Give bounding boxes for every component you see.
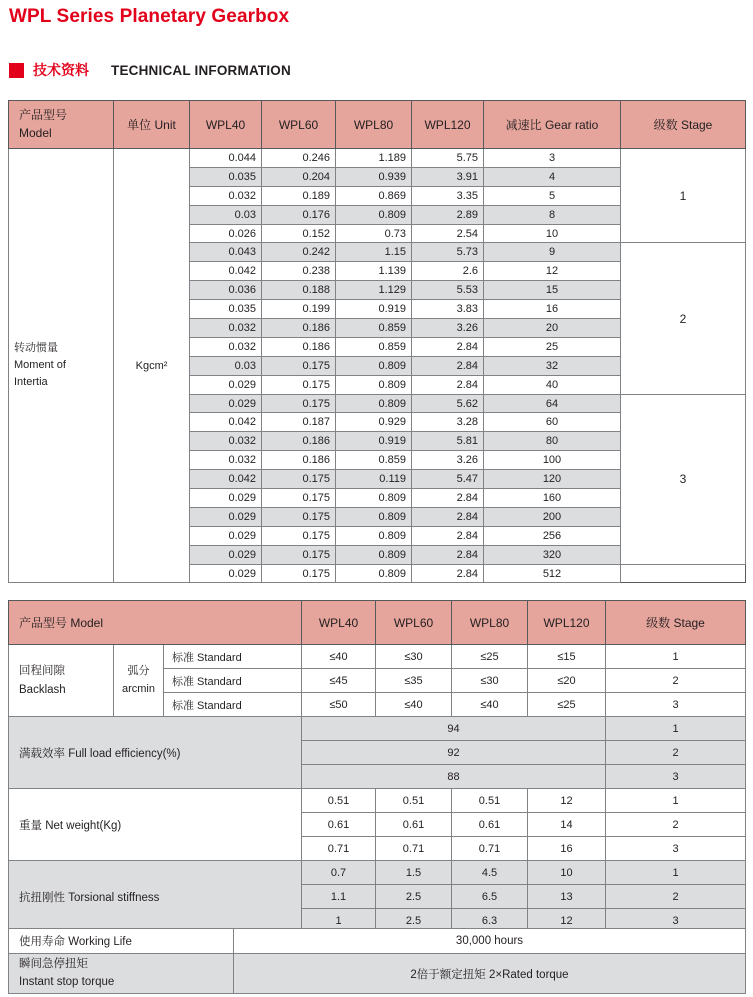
cell-wpl80: 0.859 <box>336 319 412 338</box>
cell-wpl120: 2.84 <box>412 489 484 508</box>
unit-value: Kgcm² <box>114 149 190 583</box>
cell-wpl40: 0.029 <box>190 375 262 394</box>
backlash-label-cn: 回程间隙 <box>19 665 65 678</box>
cell-wpl80: 0.809 <box>336 545 412 564</box>
cell-wpl40: 0.032 <box>190 337 262 356</box>
backlash-unit-cn: 弧分 <box>127 664 150 677</box>
col-header-model-en: Model <box>19 125 52 140</box>
cell-wpl80: 1.129 <box>336 281 412 300</box>
cell-wpl120: 2.84 <box>412 356 484 375</box>
cell-wpl60: 1.5 <box>376 861 452 885</box>
cell-wpl60: 0.204 <box>262 167 336 186</box>
section-title-cn: 技术资料 <box>33 62 89 78</box>
cell-stage: 2 <box>606 669 746 693</box>
cell-wpl120: 3.83 <box>412 300 484 319</box>
cell-wpl120: 2.84 <box>412 545 484 564</box>
cell-wpl80: ≤40 <box>452 693 528 717</box>
cell-wpl120: 16 <box>528 837 606 861</box>
cell-wpl60: 0.51 <box>376 789 452 813</box>
cell-stage: 3 <box>606 837 746 861</box>
backlash-unit <box>114 645 164 717</box>
cell-stage-group: 2 <box>621 243 746 394</box>
cell-wpl60: 0.186 <box>262 451 336 470</box>
cell-wpl120: 12 <box>528 789 606 813</box>
cell-wpl60: 0.246 <box>262 149 336 168</box>
cell-wpl80: 0.939 <box>336 167 412 186</box>
cell-wpl40: 0.036 <box>190 281 262 300</box>
table-row <box>9 954 746 994</box>
cell-stage: 1 <box>606 717 746 741</box>
cell-wpl60: 0.242 <box>262 243 336 262</box>
section-title-en: TECHNICAL INFORMATION <box>111 62 291 78</box>
cell-wpl40: 0.035 <box>190 167 262 186</box>
cell-wpl40: 0.032 <box>190 451 262 470</box>
spec-label <box>9 954 234 994</box>
table2-header-row <box>9 601 746 645</box>
table-row <box>9 861 746 885</box>
cell-wpl80: 0.51 <box>452 789 528 813</box>
cell-wpl40: 0.044 <box>190 149 262 168</box>
row-label-full-load-efficiency: 满载效率 Full load efficiency(%) <box>9 717 302 789</box>
cell-wpl80: 0.809 <box>336 564 412 583</box>
cell-wpl60: 0.175 <box>262 489 336 508</box>
spec-value: 2倍于额定扭矩 2×Rated torque <box>234 954 746 994</box>
cell-wpl120: 2.54 <box>412 224 484 243</box>
cell-wpl120: 2.84 <box>412 375 484 394</box>
cell-stage: 3 <box>606 765 746 789</box>
cell-standard-label: 标准 Standard <box>164 669 302 693</box>
cell-wpl120: ≤25 <box>528 693 606 717</box>
cell-efficiency-value: 94 <box>302 717 606 741</box>
cell-wpl80: 0.809 <box>336 205 412 224</box>
row-label-moment-of-inertia <box>9 149 114 583</box>
cell-gear-ratio: 15 <box>484 281 621 300</box>
table-row <box>9 929 746 954</box>
cell-wpl120: 3.28 <box>412 413 484 432</box>
red-square-bullet-icon <box>9 63 24 78</box>
cell-wpl60: 0.175 <box>262 375 336 394</box>
cell-wpl80: 1.139 <box>336 262 412 281</box>
cell-wpl80: 4.5 <box>452 861 528 885</box>
cell-standard-label: 标准 Standard <box>164 645 302 669</box>
cell-wpl40: 0.032 <box>190 186 262 205</box>
col-header-wpl120: WPL120 <box>412 101 484 149</box>
cell-wpl120: 2.84 <box>412 526 484 545</box>
cell-wpl60: 0.189 <box>262 186 336 205</box>
cell-wpl40: 0.029 <box>190 489 262 508</box>
cell-stage: 1 <box>606 861 746 885</box>
cell-gear-ratio: 120 <box>484 470 621 489</box>
cell-wpl80: 0.929 <box>336 413 412 432</box>
cell-stage: 3 <box>606 693 746 717</box>
t2-col-header-wpl60: WPL60 <box>376 601 452 645</box>
cell-wpl40: ≤50 <box>302 693 376 717</box>
t2-col-header-model: 产品型号 Model <box>9 601 302 645</box>
cell-wpl120: 2.84 <box>412 564 484 583</box>
cell-wpl60: 0.176 <box>262 205 336 224</box>
cell-wpl40: 0.042 <box>190 470 262 489</box>
t2-col-header-stage: 级数 Stage <box>606 601 746 645</box>
cell-wpl40: 0.026 <box>190 224 262 243</box>
cell-wpl80: 0.919 <box>336 432 412 451</box>
table-row <box>9 717 746 741</box>
cell-efficiency-value: 88 <box>302 765 606 789</box>
cell-wpl120: 5.47 <box>412 470 484 489</box>
cell-wpl120: 5.81 <box>412 432 484 451</box>
spec-label-line1: 瞬间急停扭矩 <box>19 958 88 971</box>
cell-wpl60: 0.238 <box>262 262 336 281</box>
cell-wpl120: 5.75 <box>412 149 484 168</box>
cell-wpl60: 0.71 <box>376 837 452 861</box>
cell-wpl40: 0.029 <box>190 507 262 526</box>
cell-gear-ratio: 200 <box>484 507 621 526</box>
cell-wpl40: 0.043 <box>190 243 262 262</box>
cell-wpl120: 13 <box>528 885 606 909</box>
cell-wpl80: 6.3 <box>452 909 528 933</box>
cell-wpl120: ≤20 <box>528 669 606 693</box>
cell-stage: 1 <box>606 645 746 669</box>
cell-wpl40: 0.042 <box>190 262 262 281</box>
cell-wpl60: ≤40 <box>376 693 452 717</box>
cell-wpl120: 3.26 <box>412 319 484 338</box>
cell-wpl40: 0.71 <box>302 837 376 861</box>
t2-col-header-wpl120: WPL120 <box>528 601 606 645</box>
cell-wpl80: 0.809 <box>336 375 412 394</box>
cell-wpl60: 0.152 <box>262 224 336 243</box>
cell-stage: 2 <box>606 741 746 765</box>
cell-wpl60: 0.175 <box>262 470 336 489</box>
cell-gear-ratio: 256 <box>484 526 621 545</box>
cell-wpl60: 0.186 <box>262 337 336 356</box>
cell-wpl80: 0.859 <box>336 451 412 470</box>
cell-wpl120: 2.89 <box>412 205 484 224</box>
cell-stage-group: 3 <box>621 394 746 564</box>
cell-wpl80: 0.61 <box>452 813 528 837</box>
col-header-model-cn: 产品型号 <box>19 108 68 123</box>
cell-wpl60: 0.186 <box>262 319 336 338</box>
cell-wpl60: 0.175 <box>262 526 336 545</box>
cell-stage-group: 1 <box>621 149 746 243</box>
col-header-model <box>9 101 114 149</box>
cell-gear-ratio: 4 <box>484 167 621 186</box>
table1-header-row <box>9 101 746 149</box>
cell-wpl120: 5.73 <box>412 243 484 262</box>
cell-wpl120: ≤15 <box>528 645 606 669</box>
cell-wpl40: 1 <box>302 909 376 933</box>
cell-gear-ratio: 10 <box>484 224 621 243</box>
t2-col-header-wpl80: WPL80 <box>452 601 528 645</box>
cell-gear-ratio: 320 <box>484 545 621 564</box>
cell-wpl80: 0.809 <box>336 489 412 508</box>
cell-wpl80: 1.189 <box>336 149 412 168</box>
cell-gear-ratio: 40 <box>484 375 621 394</box>
cell-wpl40: 0.032 <box>190 432 262 451</box>
cell-wpl40: ≤40 <box>302 645 376 669</box>
cell-wpl120: 14 <box>528 813 606 837</box>
row-label-en-line2: Intertia <box>14 376 48 389</box>
t2-col-header-wpl40: WPL40 <box>302 601 376 645</box>
cell-wpl40: 0.03 <box>190 205 262 224</box>
cell-wpl80: 0.809 <box>336 394 412 413</box>
cell-wpl60: 0.199 <box>262 300 336 319</box>
cell-gear-ratio: 9 <box>484 243 621 262</box>
cell-wpl60: 2.5 <box>376 885 452 909</box>
cell-gear-ratio: 512 <box>484 564 621 583</box>
cell-gear-ratio: 160 <box>484 489 621 508</box>
cell-wpl80: 0.809 <box>336 526 412 545</box>
row-label-net-weight: 重量 Net weight(Kg) <box>9 789 302 861</box>
cell-wpl40: 0.035 <box>190 300 262 319</box>
cell-wpl40: ≤45 <box>302 669 376 693</box>
table-row <box>9 645 746 669</box>
cell-wpl120: 12 <box>528 909 606 933</box>
cell-wpl80: 0.869 <box>336 186 412 205</box>
col-header-wpl40: WPL40 <box>190 101 262 149</box>
cell-wpl120: 3.91 <box>412 167 484 186</box>
spec-value: 30,000 hours <box>234 929 746 954</box>
cell-wpl60: 0.61 <box>376 813 452 837</box>
cell-wpl40: 0.7 <box>302 861 376 885</box>
cell-gear-ratio: 100 <box>484 451 621 470</box>
cell-wpl60: 0.175 <box>262 507 336 526</box>
cell-wpl40: 0.61 <box>302 813 376 837</box>
cell-wpl80: 0.919 <box>336 300 412 319</box>
cell-gear-ratio: 8 <box>484 205 621 224</box>
cell-wpl60: 0.175 <box>262 564 336 583</box>
cell-wpl40: 0.03 <box>190 356 262 375</box>
backlash-label-en: Backlash <box>19 683 66 696</box>
cell-gear-ratio: 80 <box>484 432 621 451</box>
cell-wpl80: 1.15 <box>336 243 412 262</box>
cell-wpl40: 1.1 <box>302 885 376 909</box>
row-label-torsional-stiffness: 抗扭刚性 Torsional stiffness <box>9 861 302 933</box>
cell-gear-ratio: 5 <box>484 186 621 205</box>
cell-wpl120: 5.53 <box>412 281 484 300</box>
cell-wpl40: 0.029 <box>190 526 262 545</box>
cell-wpl40: 0.042 <box>190 413 262 432</box>
cell-wpl40: 0.51 <box>302 789 376 813</box>
cell-wpl80: 0.859 <box>336 337 412 356</box>
cell-gear-ratio: 60 <box>484 413 621 432</box>
row-label-en-line1: Moment of <box>14 359 66 372</box>
cell-wpl60: 0.186 <box>262 432 336 451</box>
cell-wpl120: 3.26 <box>412 451 484 470</box>
cell-wpl80: 0.809 <box>336 507 412 526</box>
col-header-wpl80: WPL80 <box>336 101 412 149</box>
cell-wpl40: 0.032 <box>190 319 262 338</box>
cell-wpl60: 0.188 <box>262 281 336 300</box>
backlash-unit-en: arcmin <box>121 682 155 695</box>
cell-wpl40: 0.029 <box>190 564 262 583</box>
cell-wpl40: 0.029 <box>190 394 262 413</box>
col-header-wpl60: WPL60 <box>262 101 336 149</box>
cell-wpl120: 3.35 <box>412 186 484 205</box>
cell-wpl60: 2.5 <box>376 909 452 933</box>
cell-wpl120: 10 <box>528 861 606 885</box>
cell-wpl80: 6.5 <box>452 885 528 909</box>
cell-gear-ratio: 3 <box>484 149 621 168</box>
general-spec-table <box>8 928 746 994</box>
cell-wpl60: 0.175 <box>262 394 336 413</box>
performance-table <box>8 600 746 933</box>
cell-gear-ratio: 25 <box>484 337 621 356</box>
cell-wpl120: 2.6 <box>412 262 484 281</box>
cell-wpl60: ≤30 <box>376 645 452 669</box>
spec-label-line2: Instant stop torque <box>19 975 115 988</box>
col-header-gear-ratio: 减速比 Gear ratio <box>484 101 621 149</box>
cell-wpl120: 2.84 <box>412 507 484 526</box>
table-row <box>9 789 746 813</box>
cell-stage: 2 <box>606 885 746 909</box>
page-title: WPL Series Planetary Gearbox <box>9 6 290 27</box>
cell-wpl80: ≤30 <box>452 669 528 693</box>
cell-wpl40: 0.029 <box>190 545 262 564</box>
cell-stage: 2 <box>606 813 746 837</box>
cell-wpl80: ≤25 <box>452 645 528 669</box>
cell-gear-ratio: 12 <box>484 262 621 281</box>
section-heading <box>9 60 291 80</box>
cell-wpl80: 0.119 <box>336 470 412 489</box>
cell-gear-ratio: 20 <box>484 319 621 338</box>
cell-wpl60: 0.175 <box>262 545 336 564</box>
col-header-unit: 单位 Unit <box>114 101 190 149</box>
cell-gear-ratio: 16 <box>484 300 621 319</box>
cell-gear-ratio: 32 <box>484 356 621 375</box>
row-label-cn: 转动惯量 <box>14 342 58 355</box>
cell-wpl60: 0.187 <box>262 413 336 432</box>
cell-wpl80: 0.71 <box>452 837 528 861</box>
cell-wpl80: 0.73 <box>336 224 412 243</box>
cell-wpl80: 0.809 <box>336 356 412 375</box>
cell-wpl120: 5.62 <box>412 394 484 413</box>
table-row <box>9 149 746 168</box>
cell-wpl60: ≤35 <box>376 669 452 693</box>
spec-label: 使用寿命 Working Life <box>9 929 234 954</box>
cell-stage: 1 <box>606 789 746 813</box>
cell-efficiency-value: 92 <box>302 741 606 765</box>
col-header-stage: 级数 Stage <box>621 101 746 149</box>
cell-wpl60: 0.175 <box>262 356 336 375</box>
cell-stage: 3 <box>606 909 746 933</box>
cell-gear-ratio: 64 <box>484 394 621 413</box>
cell-wpl120: 2.84 <box>412 337 484 356</box>
row-label-backlash <box>9 645 114 717</box>
cell-standard-label: 标准 Standard <box>164 693 302 717</box>
moment-of-inertia-table <box>8 100 746 583</box>
